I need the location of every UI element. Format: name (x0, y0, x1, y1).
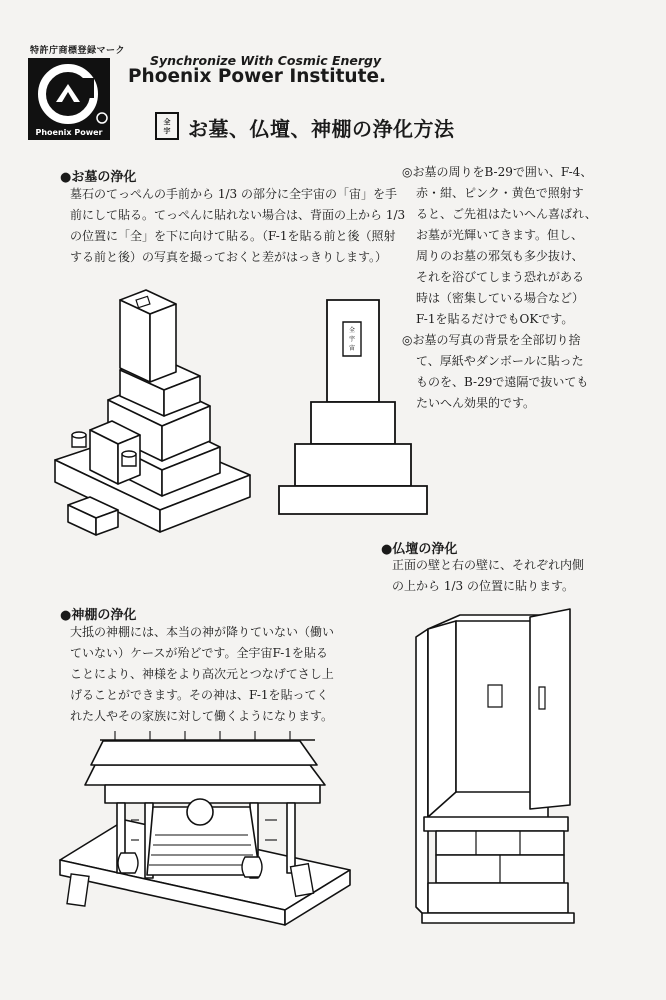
text-line: 墓石のてっぺんの手前から 1/3 の部分に全宇宙の「宙」を手 (70, 187, 397, 201)
text-line: F-1を貼るだけでもOKです。 (416, 312, 574, 326)
title-badge (155, 112, 179, 140)
shrine-text (70, 622, 334, 727)
text-line: 正面の壁と右の壁に、それぞれ内側 (392, 558, 585, 572)
text-line: ◎お墓の写真の背景を全部切り捨 (402, 333, 581, 347)
grave-text (70, 184, 405, 268)
text-line: の位置に「全」を下に向けて貼る。（F-1を貼る前と後（照射 (70, 229, 396, 243)
kamidana-shrine-illustration (55, 725, 355, 915)
shrine-heading: ●神棚の浄化 (60, 608, 137, 623)
text-line: 大抵の神棚には、本当の神が降りていない（働い (70, 625, 335, 639)
text-line: する前と後）の写真を撮っておくと差がはっきりします。） (70, 250, 388, 264)
text-line: て、厚紙やダンボールに貼った (416, 354, 584, 368)
front-gravestone-illustration (275, 300, 435, 520)
grave-heading: ●お墓の浄化 (60, 170, 137, 185)
text-line: たいへん効果的です。 (416, 396, 536, 410)
text-line: 時は（密集している場合など） (416, 291, 585, 305)
text-line: ◎お墓の周りをB-29で囲い、F-4、 (402, 165, 593, 179)
isometric-gravestone-illustration (50, 270, 280, 540)
text-line: げることができます。その神は、F-1を貼ってく (70, 688, 329, 702)
text-line: お墓が光輝いてきます。但し、 (416, 228, 584, 242)
logo-caption: Phoenix Power (35, 128, 103, 137)
text-line: れた人やその家族に対して働くようになります。 (70, 709, 334, 723)
svg-text:宙: 宙 (348, 345, 356, 352)
text-line: 赤・紺、ピンク・黄色で照射す (416, 186, 584, 200)
brand-name: Phoenix Power Institute. (128, 66, 387, 87)
trademark-label: 特許庁商標登録マーク (30, 46, 126, 56)
badge-char: 全 (163, 117, 171, 126)
text-line: ことにより、神様をより高次元とつなげてさし上 (70, 667, 334, 681)
svg-text:宇: 宇 (348, 336, 356, 343)
text-line: ものを、B-29で遠隔で抜いても (416, 375, 589, 389)
svg-text:全: 全 (348, 327, 356, 334)
badge-char: 宇 (163, 126, 171, 135)
text-line: 前にして貼る。てっぺんに貼れない場合は、背面の上から 1/3 (70, 208, 406, 222)
phoenix-logo (28, 58, 110, 140)
text-line: ていない）ケースが殆どです。全宇宙F-1を貼る (70, 646, 328, 660)
altar-heading: ●仏壇の浄化 (381, 542, 458, 557)
text-line: それを浴びてしまう恐れがある (416, 270, 585, 284)
text-line: の上から 1/3 の位置に貼ります。 (392, 579, 574, 593)
altar-text (392, 555, 584, 597)
page-title: お墓、仏壇、神棚の浄化方法 (188, 117, 455, 141)
tagline: Synchronize With Cosmic Energy (150, 53, 382, 68)
text-line: ると、ご先祖はたいへん喜ばれ、 (416, 207, 597, 221)
text-line: 周りのお墓の邪気も多少抜け、 (416, 249, 584, 263)
butsudan-altar-illustration (412, 607, 582, 927)
